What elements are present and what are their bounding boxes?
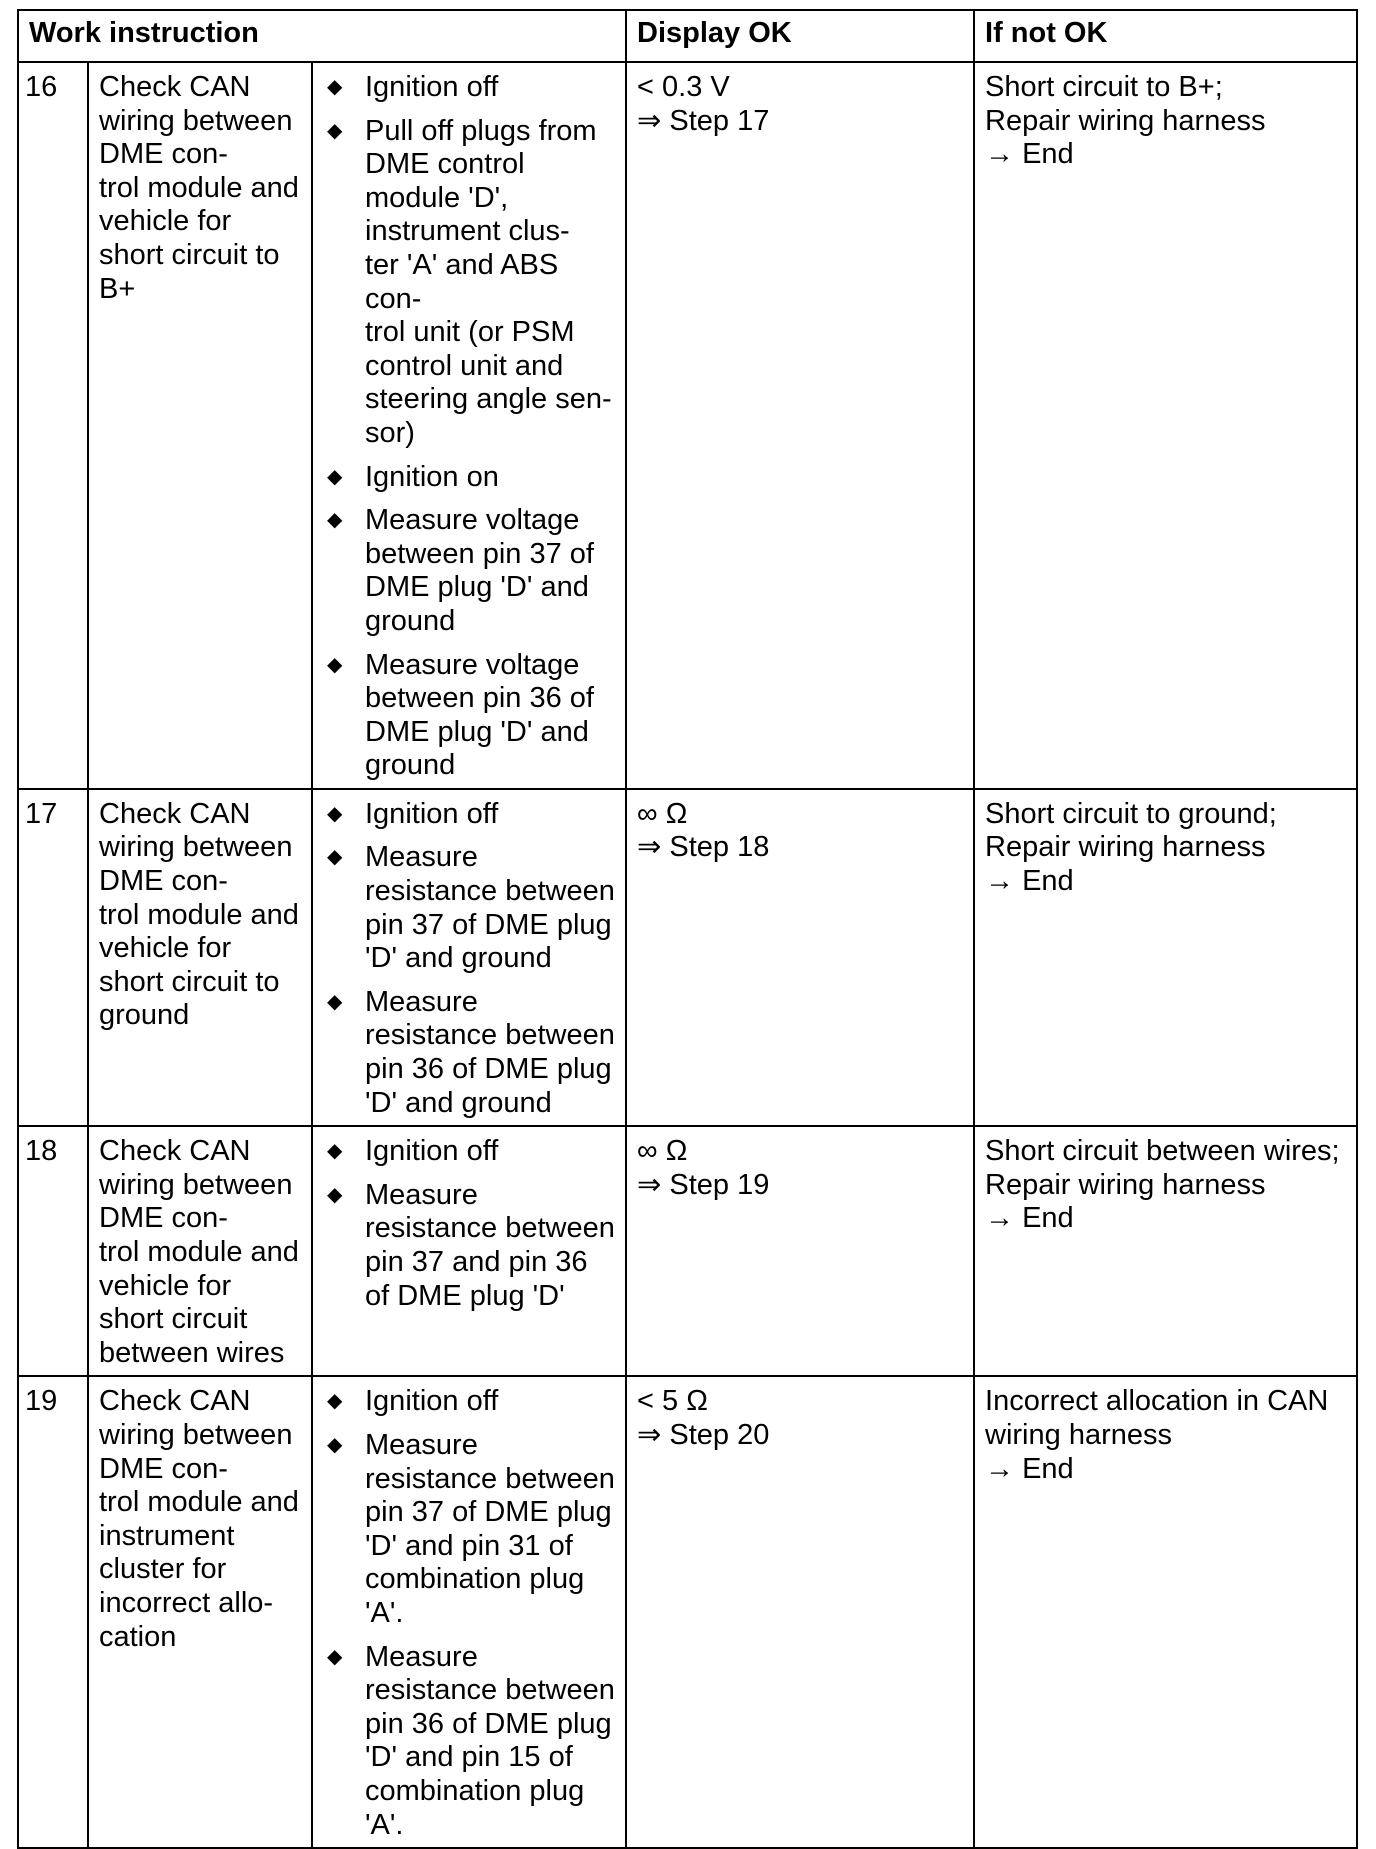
step-number: 17	[18, 789, 88, 1126]
step-number: 16	[18, 62, 88, 789]
diamond-bullet-icon: ◆	[327, 653, 343, 676]
diamond-bullet-icon: ◆	[327, 1390, 343, 1413]
header-display-ok: Display OK	[626, 10, 974, 62]
if-not-ok-value: Short circuit to B+; Repair wiring harness → End	[974, 62, 1357, 789]
diamond-bullet-icon: ◆	[327, 846, 343, 869]
diamond-bullet-icon: ◆	[327, 76, 343, 98]
list-item: ◆ Ignition off	[327, 797, 499, 830]
diamond-bullet-icon: ◆	[327, 465, 343, 488]
step-instructions	[312, 789, 626, 1126]
list-item: ◆ Measure resistance between pin 37 of DME plug 'D' and pin 31 of combination plug 'A'.	[327, 1428, 615, 1629]
step-title: Check CAN wiring between DME con- trol module and vehicle for short circuit to B+	[88, 62, 312, 789]
if-not-ok-value: Short circuit to ground; Repair wiring harness → End	[974, 789, 1357, 1126]
diamond-bullet-icon: ◆	[327, 119, 343, 142]
table-row	[18, 1126, 1357, 1376]
diamond-bullet-icon: ◆	[327, 1433, 343, 1456]
table-row	[18, 1376, 1357, 1848]
list-item: ◆ Measure resistance between pin 36 of DME plug 'D' and pin 15 of combination plug 'A'.	[327, 1640, 615, 1841]
list-item: ◆ Ignition on	[327, 460, 499, 493]
list-item: ◆ Measure resistance between pin 37 of DME plug 'D' and ground	[327, 841, 615, 975]
header-if-not-ok: If not OK	[974, 10, 1357, 62]
display-ok-value: < 0.3 V ⇒ Step 17	[626, 62, 974, 789]
step-instructions	[312, 1126, 626, 1376]
display-ok-value: ∞ Ω ⇒ Step 19	[626, 1126, 974, 1376]
work-instruction-table	[17, 9, 1358, 1849]
list-item: ◆ Measure voltage between pin 37 of DME plug 'D' and ground	[327, 504, 594, 637]
if-not-ok-value: Short circuit between wires; Repair wiring harness → End	[974, 1126, 1357, 1376]
if-not-ok-value: Incorrect allocation in CAN wiring harness → End	[974, 1376, 1357, 1848]
step-instructions	[312, 62, 626, 789]
table-row	[18, 62, 1357, 789]
step-number: 18	[18, 1126, 88, 1376]
list-item: ◆ Measure resistance between pin 37 and pin 36 of DME plug 'D'	[327, 1178, 615, 1312]
diamond-bullet-icon: ◆	[327, 509, 343, 532]
display-ok-value: ∞ Ω ⇒ Step 18	[626, 789, 974, 1126]
step-title: Check CAN wiring between DME con- trol module and vehicle for short circuit between wires	[88, 1126, 312, 1376]
diamond-bullet-icon: ◆	[327, 1183, 343, 1206]
list-item: ◆ Pull off plugs from DME control module 'D', instrument clus- ter 'A' and ABS con- trol unit (or PSM control unit and steering angle sen- sor)	[327, 114, 612, 449]
table-header-row	[18, 10, 1357, 62]
table-row	[18, 789, 1357, 1126]
diamond-bullet-icon: ◆	[327, 1645, 343, 1668]
list-item: ◆ Ignition off	[327, 1135, 499, 1168]
header-work-instruction: Work instruction	[18, 10, 626, 62]
diamond-bullet-icon: ◆	[327, 990, 343, 1013]
list-item: ◆ Measure voltage between pin 36 of DME plug 'D' and ground	[327, 648, 594, 782]
diamond-bullet-icon: ◆	[327, 1140, 343, 1163]
step-instructions	[312, 1376, 626, 1848]
step-title: Check CAN wiring between DME con- trol module and instrument cluster for incorrect allo- cation	[88, 1376, 312, 1848]
diamond-bullet-icon: ◆	[327, 802, 343, 825]
step-number: 19	[18, 1376, 88, 1848]
list-item: ◆ Ignition off	[327, 71, 499, 103]
list-item: ◆ Ignition off	[327, 1385, 499, 1418]
list-item: ◆ Measure resistance between pin 36 of DME plug 'D' and ground	[327, 985, 615, 1119]
step-title: Check CAN wiring between DME con- trol module and vehicle for short circuit to ground	[88, 789, 312, 1126]
display-ok-value: < 5 Ω ⇒ Step 20	[626, 1376, 974, 1848]
